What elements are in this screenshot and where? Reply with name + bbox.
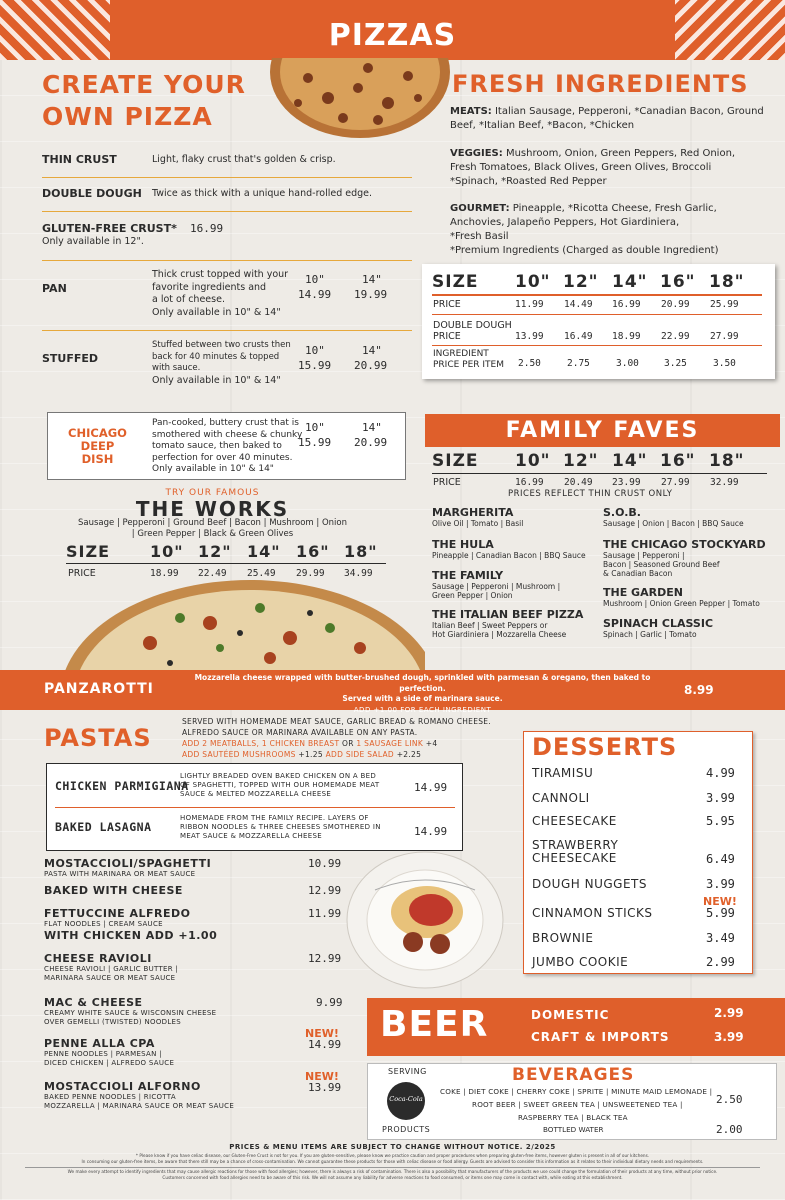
works-size-12: 12" [198, 542, 232, 561]
divider [55, 807, 455, 808]
dessert-jumbo-cookie: JUMBO COOKIE [532, 955, 629, 969]
beverages-title: BEVERAGES [512, 1065, 635, 1085]
divider [42, 211, 412, 212]
pasta-mostaccioli-alforno: MOSTACCIOLI ALFORNO BAKED PENNE NOODLES | RICOTTA MOZZARELLA | MARINARA SAUCE OR MEAT SAUCE [44, 1080, 235, 1110]
faves-size-18: 18" [709, 451, 745, 471]
faves-price-16: 27.99 [661, 477, 690, 488]
pan-size-14: 14" [362, 273, 382, 286]
divider [432, 473, 767, 474]
pan-name: PAN [42, 282, 67, 295]
new-badge: NEW! [703, 895, 737, 908]
size-row-ingredient-label: INGREDIENT PRICE PER ITEM [433, 349, 504, 370]
faves-price-label: PRICE [433, 477, 461, 488]
pastas-title: PASTAS [44, 724, 152, 752]
beverages-price: 2.50 [716, 1093, 743, 1106]
pasta-penne-cpa: PENNE ALLA CPA PENNE NOODLES | PARMESAN | DICED CHICKEN | ALFREDO SAUCE [44, 1037, 175, 1067]
coca-cola-logo-text: Coca-Cola [389, 1095, 423, 1103]
beverages-list: COKE | DIET COKE | CHERRY COKE | SPRITE | MINUTE MAID LEMONADE | ROOT BEER | SWEET GREEN TEA | UNSWEETENED TEA | RASPBERRY TEA | BLACK TEA [440, 1087, 713, 1122]
serving-label: SERVING [388, 1067, 427, 1076]
beer-domestic-price: 2.99 [714, 1006, 744, 1020]
size-row-price-18: 25.99 [710, 299, 739, 310]
baked-lasagna-price: 14.99 [414, 825, 448, 838]
fave-family: THE FAMILY Sausage | Pepperoni | Mushroom | Green Pepper | Onion [432, 569, 561, 600]
size-14: 14" [612, 272, 648, 292]
pan-size-10: 10" [305, 273, 325, 286]
stuffed-desc: Stuffed between two crusts then back for 40 minutes & topped with sauce. Only available in 10" & 14" [152, 340, 291, 386]
faves-price-10: 16.99 [515, 477, 544, 488]
works-pizza-image [60, 578, 425, 670]
chicago-price-14: 20.99 [354, 436, 388, 449]
beer-craft: CRAFT & IMPORTS [531, 1030, 670, 1044]
pasta-fettuccine-price: 11.99 [308, 907, 342, 920]
chicago-size-10: 10" [305, 421, 325, 434]
fave-sob: S.O.B. Sausage | Onion | Bacon | BBQ Sauce [603, 506, 744, 528]
chicken-parmigiana-price: 14.99 [414, 781, 448, 794]
pasta-mostaccioli-alforno-price: 13.99 [308, 1081, 342, 1094]
bottled-water-price: 2.00 [716, 1123, 743, 1136]
works-size-label: SIZE [66, 542, 111, 561]
dessert-tiramisu-price: 4.99 [706, 766, 735, 780]
double-dough-desc: Twice as thick with a unique hand-rolled edge. [152, 188, 373, 199]
fave-hula: THE HULA Pineapple | Canadian Bacon | BBQ Sauce [432, 538, 586, 560]
dessert-cheesecake: CHEESECAKE [532, 814, 617, 828]
fave-chicago-stockyard: THE CHICAGO STOCKYARD Sausage | Pepperoni | Bacon | Seasoned Ground Beef & Canadian Bacon [603, 538, 766, 578]
works-price-14: 25.49 [247, 568, 276, 579]
pizza-top-image [268, 58, 453, 140]
pasta-ravioli-price: 12.99 [308, 952, 342, 965]
size-row-price-label: PRICE [433, 299, 461, 310]
size-row-ingredient-18: 3.50 [713, 358, 736, 369]
pasta-baked-cheese-price: 12.99 [308, 884, 342, 897]
chicken-parmigiana-desc: LIGHTLY BREADED OVEN BAKED CHICKEN ON A BED OF SPAGHETTI, TOPPED WITH OUR HOMEMADE MEAT SAUCE & MELTED MOZZARELLA CHEESE [180, 772, 380, 798]
size-row-double-16: 22.99 [661, 331, 690, 342]
gluten-free-price: 16.99 [190, 222, 224, 235]
works-price-18: 34.99 [344, 568, 373, 579]
works-size-10: 10" [150, 542, 184, 561]
dessert-cheesecake-price: 5.95 [706, 814, 735, 828]
size-row-price-14: 16.99 [612, 299, 641, 310]
pasta-penne-cpa-price: 14.99 [308, 1038, 342, 1051]
works-price-12: 22.49 [198, 568, 227, 579]
double-dough-name: DOUBLE DOUGH [42, 187, 142, 200]
works-price-16: 29.99 [296, 568, 325, 579]
divider [66, 563, 386, 564]
faves-price-14: 23.99 [612, 477, 641, 488]
size-row-double-18: 27.99 [710, 331, 739, 342]
size-row-ingredient-12: 2.75 [567, 358, 590, 369]
pasta-fettuccine: FETTUCCINE ALFREDO FLAT NOODLES | CREAM SAUCE WITH CHICKEN ADD +1.00 [44, 907, 218, 942]
pan-price-10: 14.99 [298, 288, 332, 301]
faves-price-12: 20.49 [564, 477, 593, 488]
pan-price-14: 19.99 [354, 288, 388, 301]
products-label: PRODUCTS [382, 1125, 431, 1134]
pan-desc: Thick crust topped with your favorite ingredients and a lot of cheese. Only available in 10" & 14" [152, 269, 289, 318]
size-label: SIZE [432, 272, 479, 292]
size-row-ingredient-16: 3.25 [664, 358, 687, 369]
faves-size-12: 12" [563, 451, 599, 471]
chicago-size-14: 14" [362, 421, 382, 434]
fresh-meats: MEATS: Italian Sausage, Pepperoni, *Canadian Bacon, Ground Beef, *Italian Beef, *Bacon, *Chicken [450, 106, 764, 131]
desserts-title: DESSERTS [532, 733, 678, 761]
bottled-water: BOTTLED WATER [543, 1125, 604, 1134]
faves-size-14: 14" [612, 451, 648, 471]
size-row-price-12: 14.49 [564, 299, 593, 310]
size-12: 12" [563, 272, 599, 292]
divider [42, 330, 412, 331]
chicken-parmigiana-name: CHICKEN PARMIGIANA [55, 779, 189, 793]
dessert-cannoli-price: 3.99 [706, 791, 735, 805]
works-toppings-1: Sausage | Pepperoni | Ground Beef | Bacon | Mushroom | Onion [77, 518, 348, 528]
fresh-veggies: VEGGIES: Mushroom, Onion, Green Peppers, Red Onion, Fresh Tomatoes, Black Olives, Green Olives, Broccoli *Spinach, *Roasted Red Pepper [450, 148, 736, 187]
chicago-deep-dish-name: CHICAGO DEEP DISH [68, 426, 127, 466]
fave-garden: THE GARDEN Mushroom | Onion Green Pepper | Tomato [603, 586, 760, 608]
create-title-1: CREATE YOUR [42, 70, 246, 99]
beer-craft-price: 3.99 [714, 1030, 744, 1044]
works-toppings-2: | Green Pepper | Black & Green Olives [131, 529, 294, 539]
dessert-cinnamon-sticks: CINNAMON STICKS [532, 906, 653, 920]
works-size-14: 14" [247, 542, 281, 561]
pasta-baked-cheese: BAKED WITH CHEESE [44, 884, 183, 897]
new-badge: NEW! [305, 1070, 339, 1083]
size-row-double-12: 16.49 [564, 331, 593, 342]
fave-spinach-classic: SPINACH CLASSIC Spinach | Garlic | Tomato [603, 617, 714, 639]
faves-note: PRICES REFLECT THIN CRUST ONLY [508, 489, 673, 499]
works-price-10: 18.99 [150, 568, 179, 579]
new-badge: NEW! [305, 1027, 339, 1040]
size-row-double-10: 13.99 [515, 331, 544, 342]
size-row-ingredient-10: 2.50 [518, 358, 541, 369]
dessert-cannoli: CANNOLI [532, 791, 590, 805]
baked-lasagna-name: BAKED LASAGNA [55, 820, 152, 834]
stuffed-size-10: 10" [305, 344, 325, 357]
create-title-2: OWN PIZZA [42, 102, 213, 131]
size-16: 16" [660, 272, 696, 292]
size-row-double-label: DOUBLE DOUGH PRICE [433, 320, 512, 342]
spaghetti-plate-image [345, 850, 505, 990]
works-size-18: 18" [344, 542, 378, 561]
size-10: 10" [515, 272, 551, 292]
size-row-price-16: 20.99 [661, 299, 690, 310]
stuffed-size-14: 14" [362, 344, 382, 357]
thin-crust-desc: Light, flaky crust that's golden & crisp. [152, 154, 336, 165]
fave-margherita: MARGHERITA Olive Oil | Tomato | Basil [432, 506, 524, 528]
beer-title: BEER [380, 1004, 489, 1045]
size-row-ingredient-14: 3.00 [616, 358, 639, 369]
baked-lasagna-desc: HOMEMADE FROM THE FAMILY RECIPE. LAYERS OF RIBBON NOODLES & THREE CHEESES SMOTHERED IN MEAT SAUCE & MOZZARELLA CHEESE [180, 814, 381, 840]
pasta-mac-cheese: MAC & CHEESE CREAMY WHITE SAUCE & WISCONSIN CHEESE OVER GEMELLI (TWISTED) NOODLES [44, 996, 217, 1026]
panzarotti-name: PANZAROTTI [44, 681, 154, 697]
faves-size-label: SIZE [432, 451, 479, 471]
stuffed-price-14: 20.99 [354, 359, 388, 372]
dessert-strawberry-price: 6.49 [706, 852, 735, 866]
size-row-double-14: 18.99 [612, 331, 641, 342]
chicago-price-10: 15.99 [298, 436, 332, 449]
divider [42, 260, 412, 261]
fave-italian-beef: THE ITALIAN BEEF PIZZA Italian Beef | Sweet Peppers or Hot Giardiniera | Mozzarella Cheese [432, 608, 584, 639]
thin-crust-name: THIN CRUST [42, 153, 117, 166]
size-18: 18" [709, 272, 745, 292]
works-price-label: PRICE [68, 568, 96, 579]
page-title: PIZZAS [328, 18, 457, 53]
dessert-dough-nuggets-price: 3.99 [706, 877, 735, 891]
beer-domestic: DOMESTIC [531, 1008, 610, 1022]
pasta-mostaccioli-price: 10.99 [308, 857, 342, 870]
works-size-16: 16" [296, 542, 330, 561]
divider [432, 345, 762, 346]
panzarotti-desc: Mozzarella cheese wrapped with butter-brushed dough, sprinkled with parmesan & oregano, then baked to perfection. Served with a side of marinara sauce. ADD +1.00 FOR EACH INGREDIENT [194, 673, 651, 714]
gluten-free-note: Only available in 12". [42, 236, 144, 247]
chicago-deep-dish-desc: Pan-cooked, buttery crust that is smothered with cheese & chunky tomato sauce, then baked to perfection for over 40 minutes. Only available in 10" & 14" [152, 418, 303, 474]
dessert-brownie-price: 3.49 [706, 931, 735, 945]
family-faves-title: FAMILY FAVES [505, 418, 700, 443]
pasta-mostaccioli: MOSTACCIOLI/SPAGHETTI PASTA WITH MARINARA OR MEAT SAUCE [44, 857, 212, 878]
footer-notice: PRICES & MENU ITEMS ARE SUBJECT TO CHANGE WITHOUT NOTICE. 2/2025 [229, 1143, 556, 1151]
faves-size-10: 10" [515, 451, 551, 471]
size-row-price-10: 11.99 [515, 299, 544, 310]
dessert-dough-nuggets: DOUGH NUGGETS [532, 877, 647, 891]
dessert-brownie: BROWNIE [532, 931, 594, 945]
dessert-cinnamon-price: 5.99 [706, 906, 735, 920]
faves-price-18: 32.99 [710, 477, 739, 488]
works-pre: TRY OUR FAMOUS [165, 488, 260, 498]
works-title: THE WORKS [135, 497, 290, 521]
pasta-mac-cheese-price: 9.99 [316, 996, 343, 1009]
fresh-gourmet: GOURMET: Pineapple, *Ricotta Cheese, Fresh Garlic, Anchovies, Jalapeño Peppers, Hot Giardiniera, *Fresh Basil *Premium Ingredients (Charged as double Ingredient) [450, 203, 719, 256]
footer-fine-print: * Please know if you have celiac disease, our Gluten-Free Crust is not for you. If you are gluten-sensitive, please know we practice caution and proper procedures when preparing gluten-free items, however gluten is present in all of our kitchens. In consuming our gluten-free items, be aware that there still may be a chance of cross-contamination. We cannot guarantee these products for those with celiac disease or food allergy. Guests are advised to consider this information as it relates to their individual dietary needs and requirements. We make every attempt to identify ingredients that may cause allergic reactions for those with food allergies; however, there is always a risk of contamination. There is also a possibility that manufacturers of the products we use could change the formulation of their products at any time, without prior notice. Customers concerned with food allergies need to be aware of this risk. We will not assume any liability for adverse reactions to food consumed, or items one may come in contact with, while eating at this establishment. [25, 1153, 760, 1181]
divider [432, 294, 762, 296]
panzarotti-price: 8.99 [684, 683, 714, 697]
dessert-strawberry-cheesecake: STRAWBERRY CHEESECAKE [532, 838, 619, 865]
fresh-title: FRESH INGREDIENTS [452, 70, 749, 98]
divider [42, 177, 412, 178]
stuffed-price-10: 15.99 [298, 359, 332, 372]
gluten-free-name: GLUTEN-FREE CRUST* [42, 222, 177, 235]
pasta-ravioli: CHEESE RAVIOLI CHEESE RAVIOLI | GARLIC BUTTER | MARINARA SAUCE OR MEAT SAUCE [44, 952, 179, 982]
stuffed-name: STUFFED [42, 352, 99, 365]
dessert-jumbo-cookie-price: 2.99 [706, 955, 735, 969]
pastas-intro: SERVED WITH HOMEMADE MEAT SAUCE, GARLIC BREAD & ROMANO CHEESE. ALFREDO SAUCE OR MARINARA AVAILABLE ON ANY PASTA. ADD 2 MEATBALLS, 1 CHICKEN BREAST OR 1 SAUSAGE LINK +4 ADD SAUTÉED MUSHROOMS +1.25 ADD SIDE SALAD +2.25 [182, 717, 492, 759]
faves-size-16: 16" [660, 451, 696, 471]
dessert-tiramisu: TIRAMISU [532, 766, 594, 780]
divider [432, 314, 762, 315]
